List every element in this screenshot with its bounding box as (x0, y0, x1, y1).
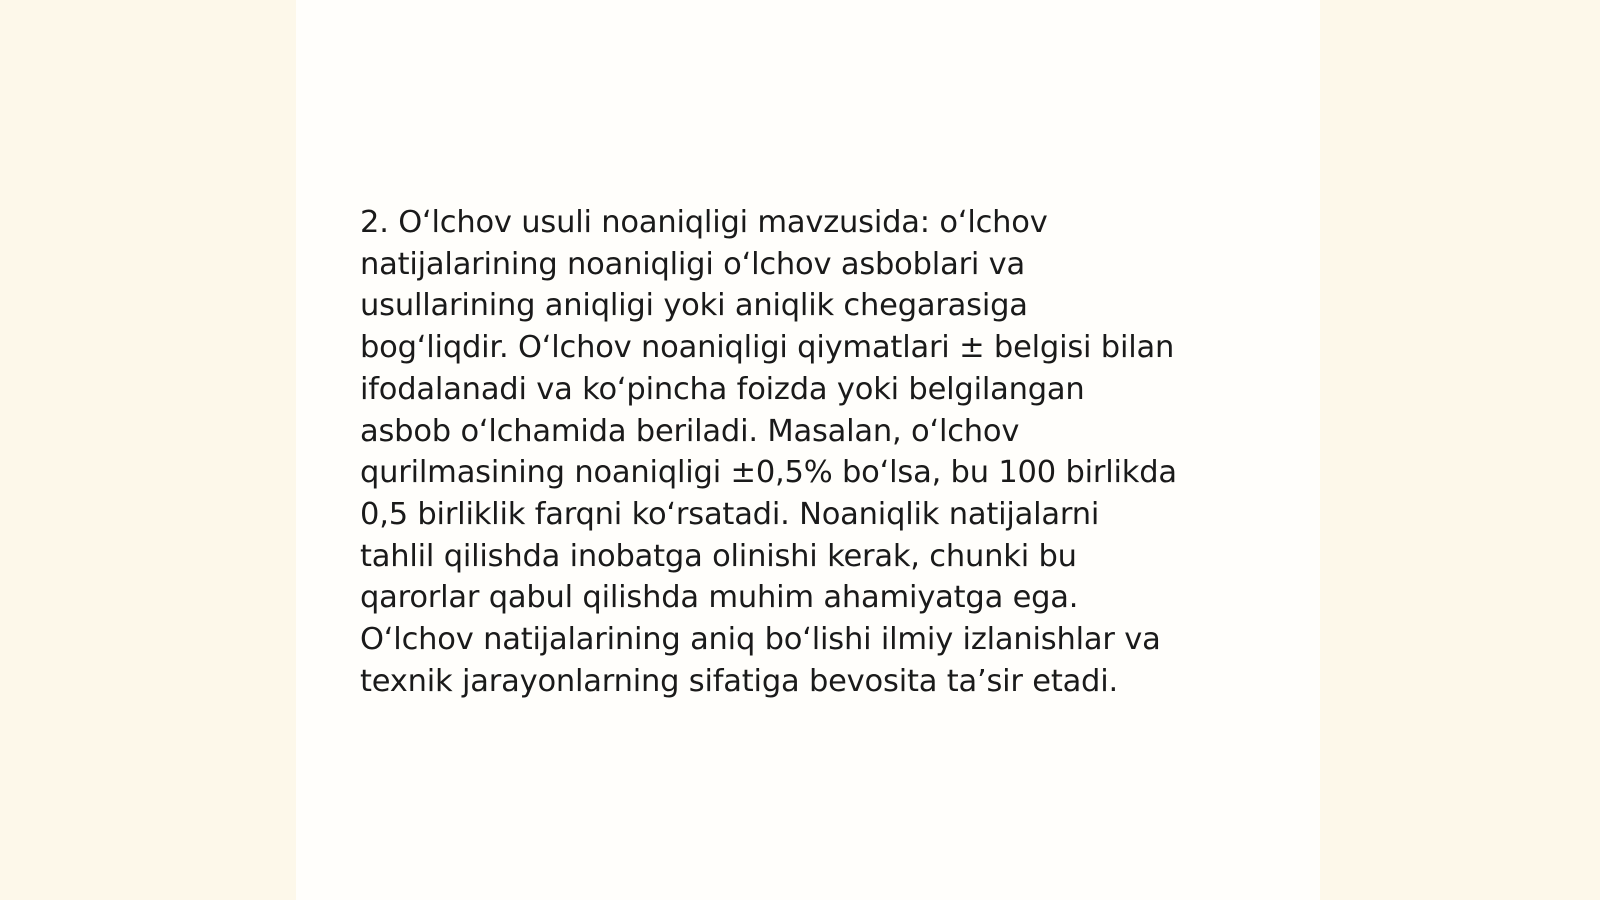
text-line: texnik jarayonlarning sifatiga bevosita ta’sir etadi. (360, 663, 1118, 699)
text-line: qurilmasining noaniqligi ±0,5% bo‘lsa, bu 100 birlikda (360, 455, 1177, 491)
text-line: qarorlar qabul qilishda muhim ahamiyatga ega. (360, 580, 1079, 616)
text-line: usullarining aniqligi yoki aniqlik chegarasiga (360, 288, 1028, 324)
text-line: 0,5 birliklik farqni ko‘rsatadi. Noaniqlik natijalarni (360, 496, 1100, 532)
text-line: bog‘liqdir. O‘lchov noaniqligi qiymatlari ± belgisi bilan (360, 330, 1175, 366)
text-line: asbob o‘lchamida beriladi. Masalan, o‘lchov (360, 413, 1020, 449)
slide-body-text (360, 202, 1240, 702)
text-line: ifodalanadi va ko‘pincha foizda yoki belgilangan (360, 371, 1085, 407)
text-line: natijalarining noaniqligi o‘lchov asboblari va (360, 246, 1026, 282)
slide (296, 0, 1320, 900)
text-line: O‘lchov natijalarining aniq bo‘lishi ilmiy izlanishlar va (360, 622, 1161, 658)
text-line: 2. O‘lchov usuli noaniqligi mavzusida: o‘lchov (360, 205, 1048, 240)
text-line: tahlil qilishda inobatga olinishi kerak, chunki bu (360, 538, 1077, 574)
